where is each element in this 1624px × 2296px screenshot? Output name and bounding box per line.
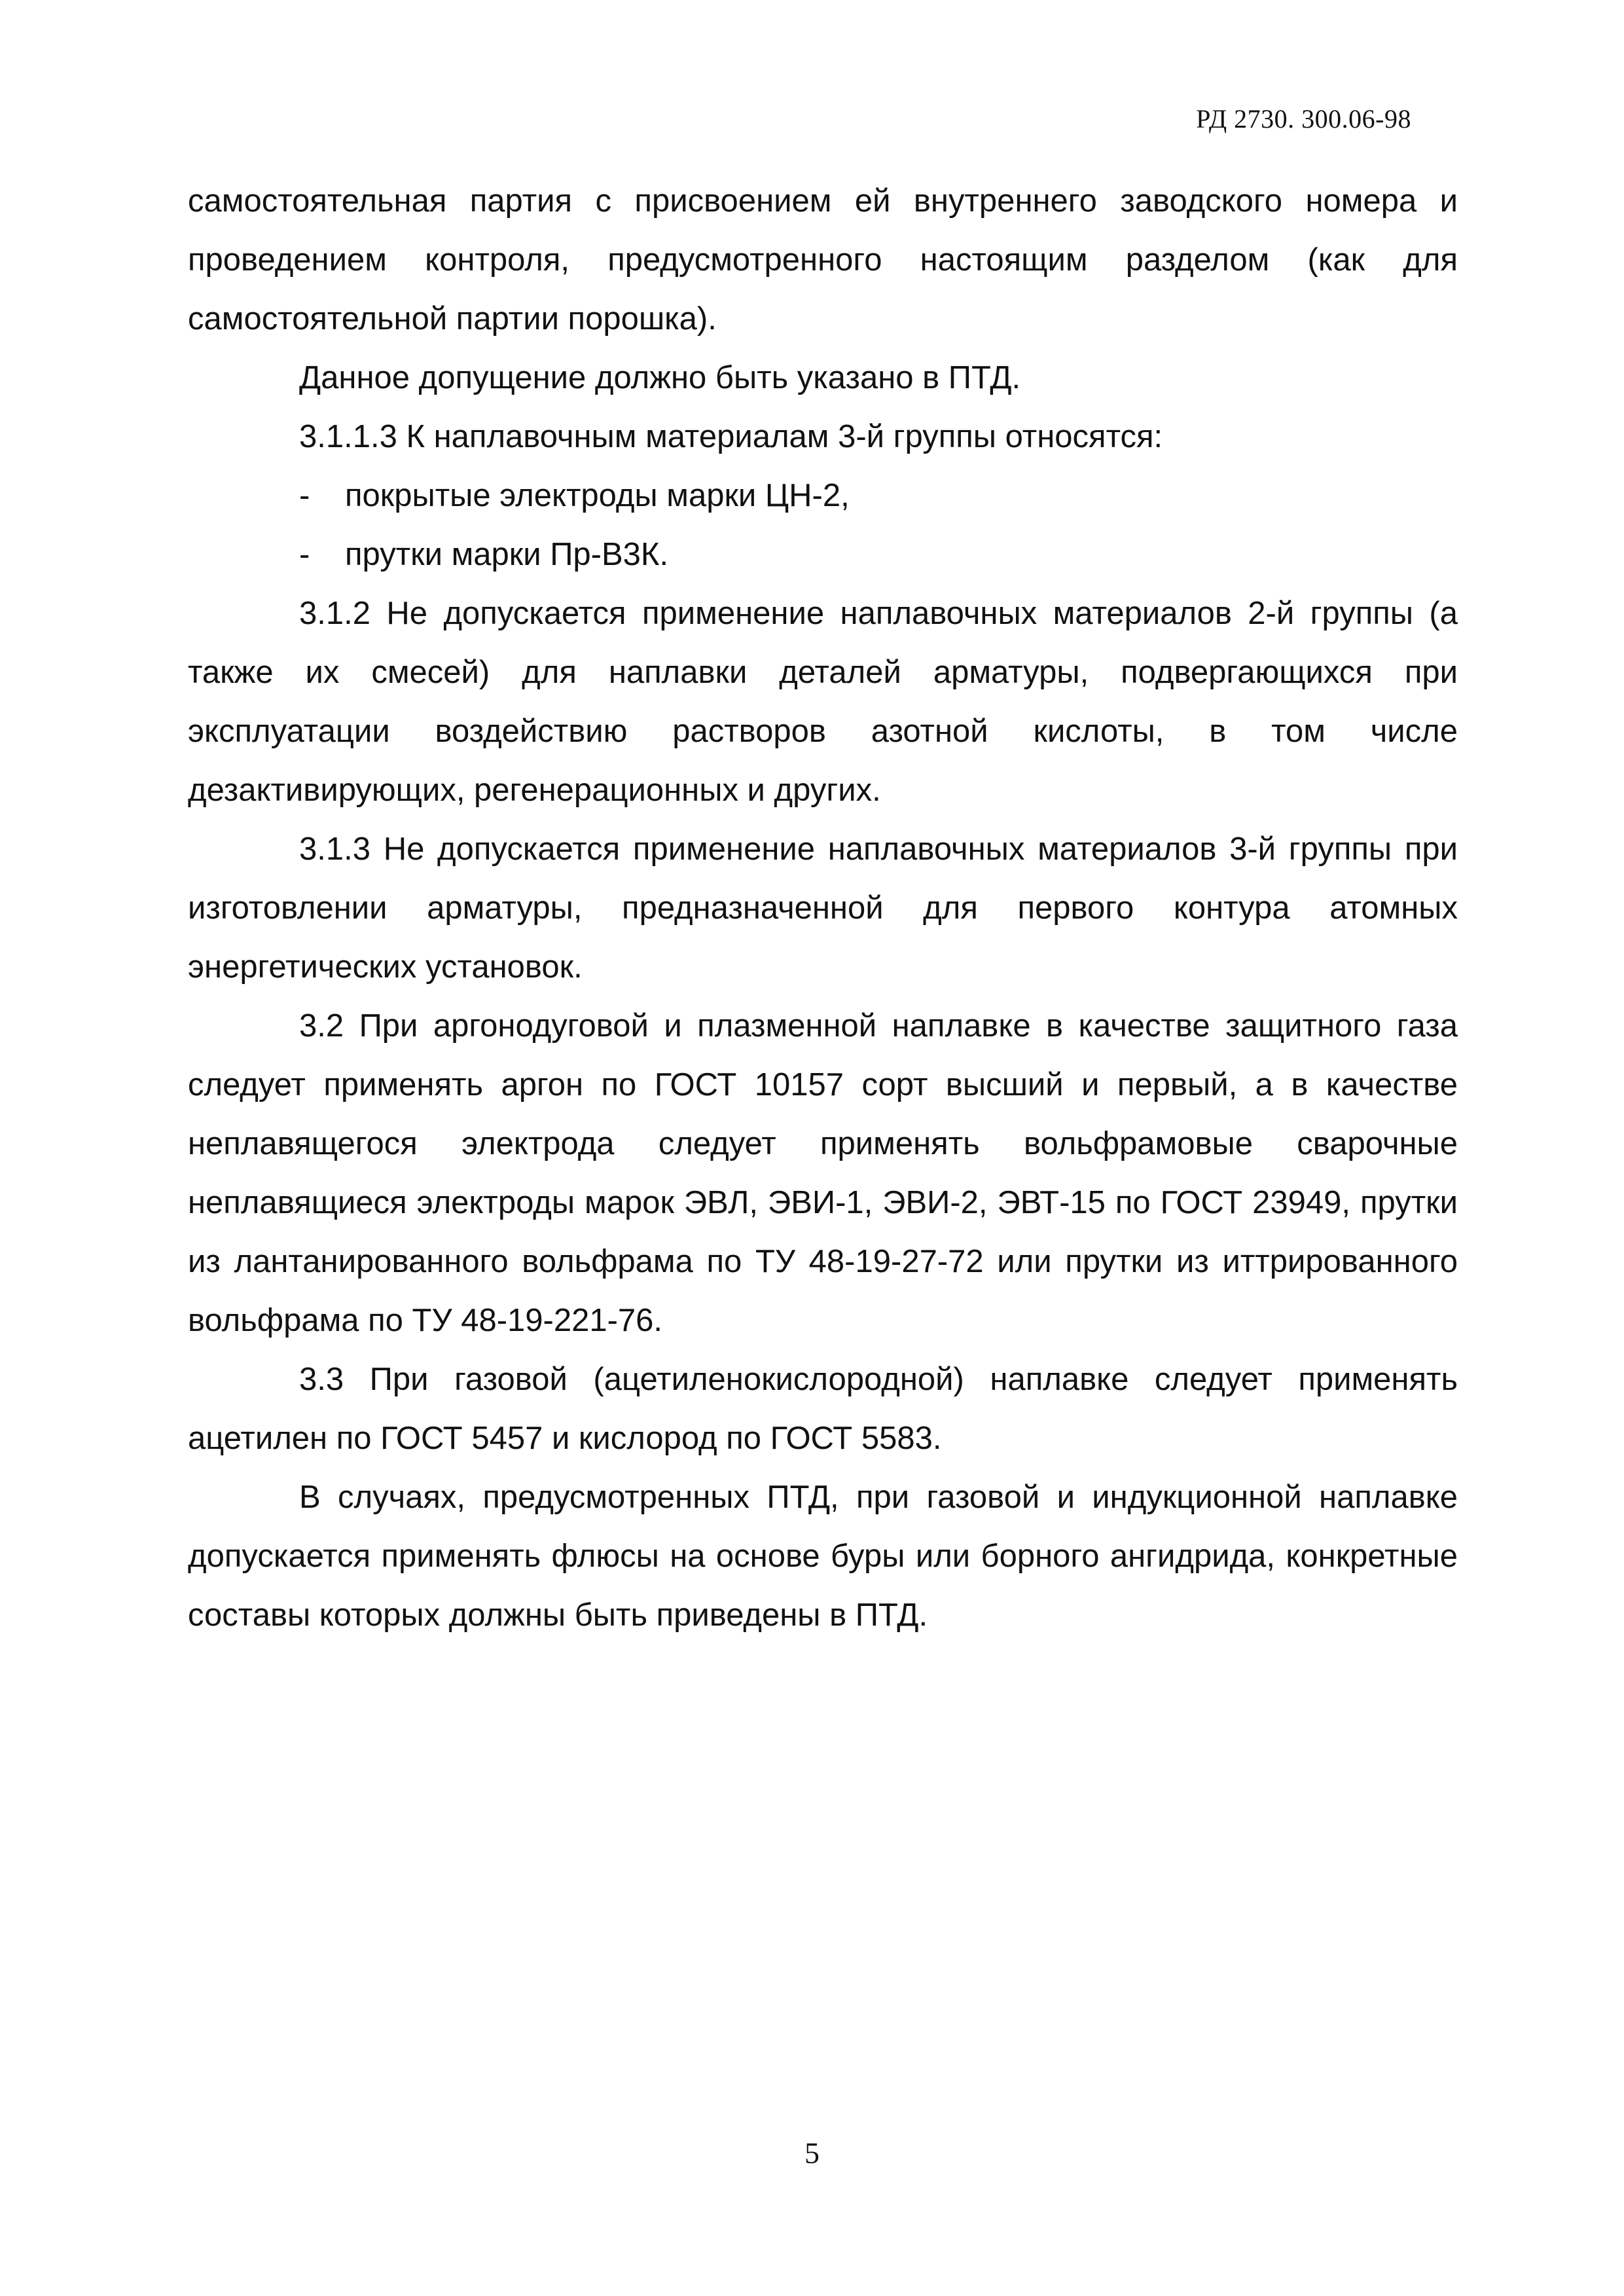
list-dash: - — [299, 537, 310, 572]
list-dash: - — [299, 478, 310, 513]
paragraph-ptd-note: Данное допущение должно быть указано в ПТД. — [299, 360, 1021, 395]
paragraph-3-1-2: 3.1.2 Не допускается применение наплавочных материалов 2-й группы (а также их смесей) для наплавки деталей арматуры, подвергающихся при эксплуатации воздействию растворов азотной кислоты, в том числе дезактивирующих, регенерационных и других. — [188, 596, 1458, 808]
paragraph-fluxes: В случаях, предусмотренных ПТД, при газовой и индукционной наплавке допускается применять флюсы на основе буры или борного ангидрида, конкретные составы которых должны быть приведены в ПТД. — [188, 1480, 1458, 1633]
list-item-text: покрытые электроды марки ЦН-2, — [345, 478, 850, 513]
paragraph-3-1-3: 3.1.3 Не допускается применение наплавочных материалов 3-й группы при изготовлении арматуры, предназначенной для первого контура атомных энергетических установок. — [188, 831, 1458, 985]
list-item-text: прутки марки Пр-В3К. — [345, 537, 669, 572]
paragraph-3-2: 3.2 При аргонодуговой и плазменной наплавке в качестве защитного газа следует применять аргон по ГОСТ 10157 сорт высший и первый, а в качестве неплавящегося электрода следует применять вольфрамовые сварочные неплавящиеся электроды марок ЭВЛ, ЭВИ-1, ЭВИ-2, ЭВТ-15 по ГОСТ 23949, прутки из лантанированного вольфрама по ТУ 48-19-27-72 или прутки из иттрированного вольфрама по ТУ 48-19-221-76. — [188, 1008, 1458, 1338]
page-number: 5 — [804, 2136, 820, 2170]
paragraph-3-3: 3.3 При газовой (ацетиленокислородной) наплавке следует применять ацетилен по ГОСТ 5457 и кислород по ГОСТ 5583. — [188, 1362, 1458, 1456]
document-code-header: РД 2730. 300.06-98 — [1196, 104, 1411, 134]
paragraph-3-1-1-3: 3.1.1.3 К наплавочным материалам 3-й группы относятся: — [299, 419, 1163, 454]
paragraph-continuation: самостоятельная партия с присвоением ей внутреннего заводского номера и проведением контроля, предусмотренного настоящим разделом (как для самостоятельной партии порошка). — [188, 183, 1458, 337]
list-item — [188, 466, 1458, 525]
document-body — [188, 172, 1458, 1645]
list-item — [188, 525, 1458, 584]
